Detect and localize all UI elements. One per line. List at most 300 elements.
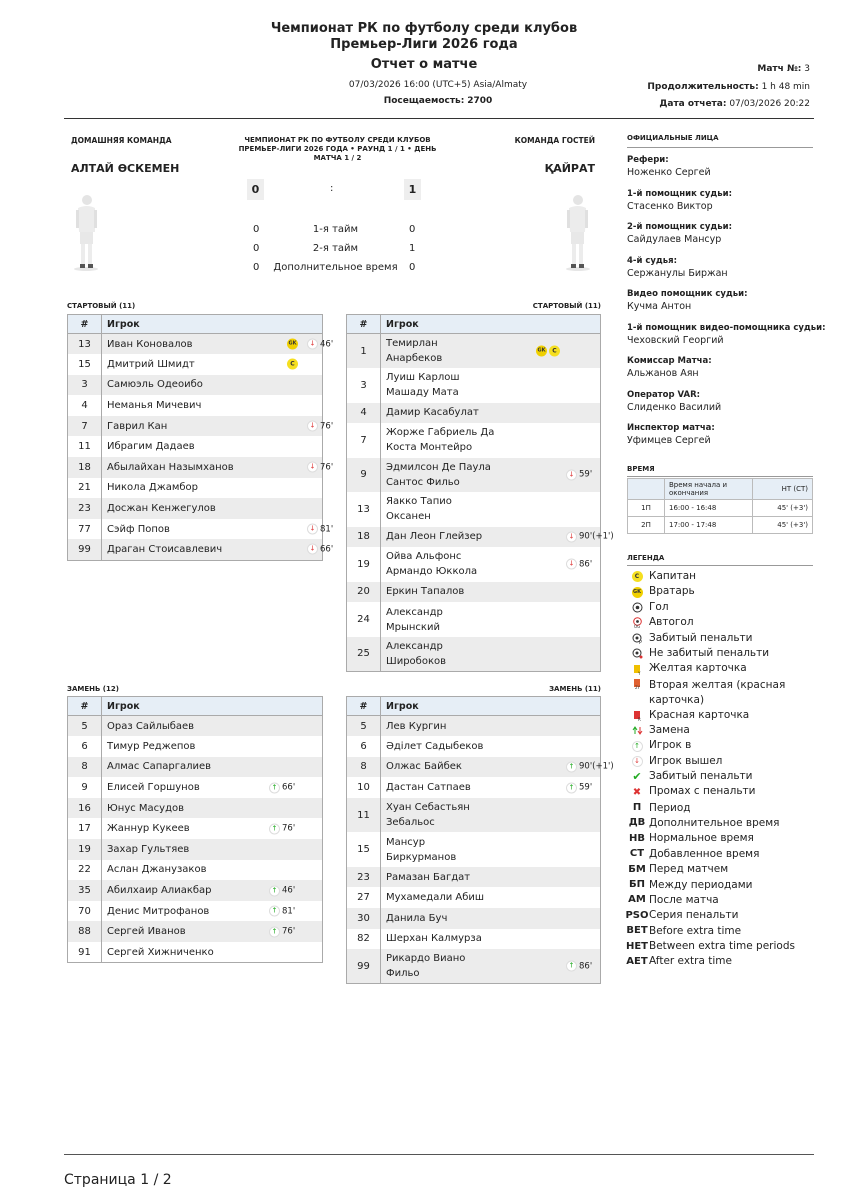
- table-row: [68, 457, 323, 478]
- period-1-away: 0: [409, 224, 416, 235]
- player-name-line-1: Жаннур Кукеев: [107, 823, 190, 835]
- player-name-line-1: Рикардо Виано: [386, 953, 466, 965]
- away-starting-header-row: [347, 315, 601, 334]
- title-line-1: Чемпионат РК по футболу среди клубов: [270, 21, 578, 36]
- player-name: [386, 494, 452, 524]
- player-name-line-1: Олжас Байбек: [386, 761, 462, 773]
- player-number: 16: [68, 798, 102, 819]
- player-name: [386, 719, 446, 734]
- player-cell: [102, 395, 323, 416]
- player-number: 18: [68, 457, 102, 478]
- player-name: [107, 542, 222, 557]
- player-name: [386, 780, 471, 795]
- player-cell: [102, 498, 323, 519]
- player-name: [107, 862, 206, 877]
- table-row: [347, 458, 601, 493]
- official-entry: [627, 323, 827, 357]
- player-name: [107, 377, 203, 392]
- player-number: 11: [68, 436, 102, 457]
- official-role: Рефери:: [627, 155, 669, 165]
- svg-text:2Y: 2Y: [634, 684, 640, 689]
- player-cell: [102, 818, 323, 839]
- match-number: [757, 64, 810, 74]
- table-row: [347, 832, 601, 867]
- table-row: [347, 716, 601, 737]
- legend-label: [649, 584, 695, 599]
- legend-abbr-label: Before extra time: [649, 924, 742, 937]
- player-number: 11: [347, 798, 381, 833]
- legend-label: [649, 708, 749, 723]
- substitution-event: [307, 421, 333, 432]
- official-entry: [627, 390, 827, 424]
- legend-row: [625, 600, 825, 615]
- player-cell: [381, 777, 601, 798]
- player-name: [107, 501, 216, 516]
- player-name-line-1: Гаврил Кан: [107, 420, 168, 432]
- player-number: 99: [68, 539, 102, 560]
- player-name: [386, 639, 446, 669]
- officials-divider: [627, 147, 813, 148]
- substitution-event: [307, 524, 333, 535]
- player-cell: [381, 757, 614, 778]
- substitution-minute: 46': [282, 885, 296, 896]
- player-cell: [102, 334, 334, 355]
- player-name: [386, 336, 442, 366]
- title-line-2: Премьер-Лиги 2026 года: [330, 37, 518, 52]
- player-name: [386, 951, 465, 981]
- legend-list: [625, 569, 825, 969]
- away-starting-col-player: Игрок: [381, 315, 601, 334]
- substitution-minute: 76': [282, 823, 296, 834]
- player-name: [386, 605, 443, 635]
- player-name-line-1: Абылайхан Назымханов: [107, 461, 234, 473]
- legend-label: [649, 738, 691, 753]
- table-row: [68, 478, 323, 499]
- player-name: [107, 883, 212, 898]
- player-name-line-1: Елисей Горшунов: [107, 782, 200, 794]
- legend-label-line-1: Промах с пенальти: [649, 785, 756, 798]
- home-team-name: АЛТАЙ ӨСКЕМЕН: [71, 162, 180, 175]
- player-cell: [381, 527, 614, 548]
- home-kit-icon: [73, 192, 99, 272]
- player-name-line-1: Мухамедали Абиш: [386, 892, 485, 904]
- player-name-line-1: Сэйф Попов: [107, 523, 170, 535]
- report-date-label: Дата отчета:: [659, 99, 727, 109]
- legend-label-line-1: Вторая желтая (красная: [649, 678, 786, 691]
- player-name: [107, 398, 201, 413]
- table-row: [68, 395, 323, 416]
- legend-row: [625, 584, 825, 599]
- player-name: [107, 460, 234, 475]
- official-name: Сержанулы Биржан: [627, 267, 728, 279]
- player-in-icon: ↑: [625, 741, 649, 752]
- substitution-event: [307, 339, 333, 350]
- home-subs-table: [67, 696, 323, 963]
- table-row: [68, 716, 323, 737]
- player-out-icon: ↓: [307, 339, 318, 350]
- player-cell: [102, 921, 323, 942]
- report-date: [659, 99, 810, 109]
- away-starting-label: СТАРТОВЫЙ (11): [532, 302, 601, 310]
- away-subs-table: [346, 696, 614, 984]
- player-cell: [381, 368, 601, 403]
- player-name: [107, 719, 194, 734]
- legend-label-line-1: Вратарь: [649, 585, 695, 598]
- player-name-line-1: Шерхан Калмурза: [386, 933, 482, 945]
- away-starting-col-num: #: [347, 315, 381, 334]
- time-title: ВРЕМЯ: [627, 465, 655, 473]
- legend-title: ЛЕГЕНДА: [627, 554, 665, 562]
- player-number: 7: [68, 416, 102, 437]
- official-role: 1-й помощник видео-помощника судьи:: [627, 322, 826, 333]
- match-duration: [647, 82, 810, 92]
- player-name-line-1: Рамазан Багдат: [386, 871, 471, 883]
- table-row: [68, 860, 323, 881]
- player-name-line-1: Иван Коновалов: [107, 338, 193, 350]
- table-row: [68, 498, 323, 519]
- time-col-period: [628, 479, 665, 500]
- official-name: Слиденко Василий: [627, 401, 722, 413]
- table-row: [68, 757, 323, 778]
- official-role: 2-й помощник судьи:: [627, 222, 732, 232]
- table-row: [68, 839, 323, 860]
- legend-label: [649, 600, 669, 615]
- table-row: [68, 354, 323, 375]
- home-starting-table: [67, 314, 334, 561]
- legend-label: [649, 615, 694, 630]
- duration-label: Продолжительность:: [647, 82, 759, 92]
- player-cell: [381, 458, 601, 493]
- player-cell: [381, 637, 601, 672]
- player-name-line-1: Яакко Тапио: [386, 496, 452, 508]
- time-row-1-range: 16:00 - 16:48: [665, 500, 753, 517]
- player-name-line-1: Темирлан: [386, 338, 438, 349]
- player-name-line-2: Биркурманов: [386, 851, 457, 863]
- official-role: Оператор VAR:: [627, 389, 701, 400]
- legend-row: [625, 769, 825, 784]
- home-starting-label: СТАРТОВЫЙ (11): [67, 302, 136, 310]
- player-name-line-2: Фильо: [386, 968, 420, 980]
- table-row: [347, 798, 601, 833]
- player-name-line-1: Тимур Реджепов: [107, 740, 196, 752]
- away-subs-label: ЗАМЕНЬ (11): [549, 685, 601, 693]
- legend-label-line-1: Забитый пенальти: [649, 770, 753, 783]
- substitution-event: [566, 761, 614, 772]
- legend-abbr-label: После матча: [649, 893, 719, 906]
- attendance-value: 2700: [467, 96, 493, 106]
- table-row: [68, 942, 323, 963]
- player-name-line-1: Александр: [386, 640, 443, 652]
- table-row: [347, 368, 601, 403]
- table-row: [68, 880, 323, 901]
- player-name: [107, 801, 184, 816]
- table-row: [68, 519, 323, 540]
- player-name-line-1: Ибрагим Дадаев: [107, 441, 195, 453]
- player-name-line-2: Машаду Мата: [386, 387, 459, 399]
- substitution-minute: 66': [320, 544, 334, 555]
- player-name: [386, 529, 482, 544]
- official-entry: [627, 256, 827, 290]
- header-divider: [64, 118, 814, 119]
- page-number: Страница 1 / 2: [64, 1172, 172, 1188]
- player-number: 4: [347, 403, 381, 424]
- player-number: 23: [347, 867, 381, 888]
- time-row-1-ht: 45' (+3'): [753, 500, 813, 517]
- legend-abbr: БМ: [628, 863, 646, 875]
- player-number: 13: [347, 492, 381, 527]
- player-name-line-1: Алмас Сапаргалиев: [107, 761, 212, 773]
- competition-line-3: МАТЧА 1 / 2: [313, 154, 362, 162]
- score-separator: :: [330, 183, 334, 194]
- player-name-line-1: Данила Буч: [386, 912, 448, 924]
- time-col-ht: HT (CT): [753, 479, 813, 500]
- legend-abbr: НВ: [629, 832, 645, 844]
- substitution-minute: 76': [320, 462, 334, 473]
- legend-abbr: AET: [626, 955, 648, 967]
- legend-abbr: HET: [625, 940, 649, 952]
- yellow-card-icon: [625, 664, 649, 675]
- home-subs-header-row: [68, 697, 323, 716]
- player-cell: [102, 839, 323, 860]
- player-name-line-1: Абилхаир Алиакбар: [107, 885, 212, 897]
- legend-row: [625, 631, 825, 646]
- player-name: [107, 357, 195, 372]
- official-entry: [627, 356, 827, 390]
- player-name: [107, 780, 200, 795]
- player-number: 9: [68, 777, 102, 798]
- table-row: [68, 334, 323, 355]
- player-number: 27: [347, 887, 381, 908]
- shootout-missed-icon: ✖: [632, 786, 642, 798]
- legend-row: [625, 738, 825, 753]
- table-row: [347, 582, 601, 603]
- home-score: 0: [247, 179, 264, 200]
- substitution-minute: 81': [282, 906, 296, 917]
- player-name-line-1: Денис Митрофанов: [107, 905, 210, 917]
- player-in-icon: ↑: [269, 906, 280, 917]
- legend-abbr-row: [625, 938, 825, 953]
- legend-row: [625, 646, 825, 661]
- player-number: 4: [68, 395, 102, 416]
- table-row: [68, 777, 323, 798]
- away-subs-header-row: [347, 697, 601, 716]
- substitution-event: [269, 926, 295, 937]
- legend-abbr: ДВ: [628, 817, 646, 829]
- player-cell: [102, 901, 323, 922]
- player-out-icon: ↓: [566, 469, 577, 480]
- player-number: 25: [347, 637, 381, 672]
- player-cell: [381, 602, 601, 637]
- table-row: [347, 949, 601, 984]
- legend-abbr-row: [625, 908, 825, 923]
- goalkeeper-icon: GK: [287, 339, 298, 350]
- player-number: 88: [68, 921, 102, 942]
- player-cell: [381, 582, 601, 603]
- substitution-icon: [625, 725, 649, 736]
- penalty-missed-icon: [625, 648, 649, 659]
- legend-abbr: PSO: [625, 909, 649, 921]
- official-role: Видео помощник судьи:: [627, 289, 748, 299]
- player-cell: [102, 798, 323, 819]
- legend-abbr-row: [625, 923, 825, 938]
- legend-abbr: BET: [626, 925, 648, 937]
- official-entry: [627, 423, 827, 457]
- official-name: Сайдулаев Мансур: [627, 234, 722, 245]
- substitution-event: [566, 782, 592, 793]
- substitution-event: [269, 782, 295, 793]
- player-name: [386, 460, 491, 490]
- player-name: [386, 835, 456, 865]
- player-cell: [381, 867, 601, 888]
- player-name: [107, 904, 209, 919]
- substitution-minute: 59': [579, 782, 593, 793]
- substitution-minute: 76': [320, 421, 334, 432]
- home-team-label: ДОМАШНЯЯ КОМАНДА: [71, 136, 172, 145]
- player-in-icon: ↑: [269, 823, 280, 834]
- player-number: 77: [68, 519, 102, 540]
- player-cell: [381, 832, 601, 867]
- player-number: 3: [347, 368, 381, 403]
- player-name-line-2: Оксанен: [386, 511, 431, 523]
- home-subs-label: ЗАМЕНЬ (12): [67, 685, 119, 693]
- player-name: [386, 405, 479, 420]
- player-number: 23: [68, 498, 102, 519]
- svg-text:P: P: [638, 639, 642, 644]
- player-name-line-1: Досжан Кенжегулов: [107, 503, 216, 515]
- legend-label-line-1: Гол: [649, 600, 669, 613]
- captain-icon: C: [287, 359, 298, 370]
- player-cell: [102, 757, 323, 778]
- report-title: Отчет о матче: [370, 57, 478, 72]
- player-number: 9: [347, 458, 381, 493]
- legend-label: [649, 784, 755, 799]
- home-subs-table: [67, 696, 323, 963]
- player-cell: [381, 908, 601, 929]
- legend-abbr-label: Добавленное время: [649, 847, 760, 860]
- official-name: Кучма Антон: [627, 301, 692, 312]
- legend-abbr-row: [625, 831, 825, 846]
- time-row-1-period: 1П: [628, 500, 665, 517]
- table-row: [347, 757, 601, 778]
- player-number: 8: [68, 757, 102, 778]
- player-name: [107, 480, 198, 495]
- legend-abbr-label: Перед матчем: [649, 863, 729, 876]
- substitution-minute: 81': [320, 524, 334, 535]
- player-in-icon: ↑: [269, 782, 280, 793]
- player-cell: [102, 416, 334, 437]
- player-name: [107, 842, 189, 857]
- legend-label-line-1: Не забитый пенальти: [649, 646, 770, 659]
- substitution-minute: 76': [282, 926, 296, 937]
- legend-abbr-row: [625, 892, 825, 907]
- player-out-icon: ↓: [566, 559, 577, 570]
- player-number: 1: [347, 334, 381, 369]
- official-name: Чеховский Георгий: [627, 334, 724, 346]
- table-row: [347, 492, 601, 527]
- player-cell: [381, 547, 601, 582]
- table-row: [68, 436, 323, 457]
- player-cell: [102, 716, 323, 737]
- captain-icon: C: [625, 571, 649, 582]
- away-score: 1: [404, 179, 421, 200]
- away-team-label: КОМАНДА ГОСТЕЙ: [514, 136, 595, 145]
- away-starting-table: [346, 314, 614, 672]
- player-cell: [381, 716, 601, 737]
- duration-value: 1 h 48 min: [761, 82, 810, 92]
- legend-abbr-row: [625, 954, 825, 969]
- player-name-line-2: Коста Монтейро: [386, 442, 473, 454]
- report-date-value: 07/03/2026 20:22: [729, 99, 810, 109]
- time-row-2-range: 17:00 - 17:48: [665, 517, 753, 534]
- player-out-icon: ↓: [307, 462, 318, 473]
- player-name-line-2: Анарбеков: [386, 353, 443, 364]
- player-number: 5: [347, 716, 381, 737]
- player-name-line-1: Дамир Касабулат: [386, 407, 479, 419]
- player-number: 6: [68, 736, 102, 757]
- player-in-icon: ↑: [269, 926, 280, 937]
- legend-label-line-1: Замена: [649, 723, 690, 736]
- substitution-minute: 86': [579, 559, 593, 570]
- official-role: 1-й помощник судьи:: [627, 188, 732, 199]
- competition-line-1: ЧЕМПИОНАТ РК ПО ФУТБОЛУ СРЕДИ КЛУБОВ: [244, 136, 431, 144]
- player-number: 13: [68, 334, 102, 355]
- table-row: [68, 818, 323, 839]
- player-name-line-2: Широбоков: [386, 655, 446, 667]
- player-name-line-1: Захар Гультяев: [107, 843, 190, 855]
- legend-abbr: СТ: [629, 848, 645, 860]
- legend-label-line-1: Игрок в: [649, 739, 692, 752]
- legend-abbr-label: Between extra time periods: [649, 940, 795, 953]
- player-cell: [381, 423, 601, 458]
- player-cell: [102, 436, 323, 457]
- official-entry: [627, 222, 827, 256]
- away-kit-icon: [565, 192, 591, 272]
- legend-divider: [627, 565, 813, 566]
- table-row: [68, 375, 323, 396]
- player-cell: [381, 492, 601, 527]
- player-cell: [102, 478, 323, 499]
- official-entry: [627, 189, 827, 223]
- legend-abbr-row: [625, 815, 825, 830]
- player-name: [386, 759, 462, 774]
- official-name: Стасенко Виктор: [627, 200, 713, 212]
- player-name: [107, 759, 211, 774]
- officials-list: [627, 155, 827, 457]
- shootout-scored-icon: ✔: [632, 770, 642, 784]
- player-number: 82: [347, 929, 381, 950]
- red-card-icon: [625, 710, 649, 721]
- away-team-name: ҚАЙРАТ: [544, 162, 595, 175]
- legend-label-line-1: Капитан: [649, 570, 696, 582]
- player-name-line-1: Неманья Мичевич: [107, 400, 202, 412]
- player-number: 17: [68, 818, 102, 839]
- player-name: [386, 549, 477, 579]
- legend-label-line-1: Игрок вышел: [649, 754, 723, 767]
- player-number: 19: [68, 839, 102, 860]
- player-name-line-1: Аслан Джанузаков: [107, 864, 207, 876]
- player-name: [386, 800, 470, 830]
- official-entry: [627, 289, 827, 323]
- player-name-line-1: Әділет Садыбеков: [386, 740, 484, 752]
- player-cell: [102, 860, 323, 881]
- legend-abbr-label: Дополнительное время: [649, 816, 780, 829]
- period-2-away: 1: [409, 243, 416, 254]
- player-name: [107, 739, 195, 754]
- table-row: [347, 547, 601, 582]
- player-name: [107, 419, 167, 434]
- player-out-icon: ↓: [307, 524, 318, 535]
- player-name: [386, 370, 460, 400]
